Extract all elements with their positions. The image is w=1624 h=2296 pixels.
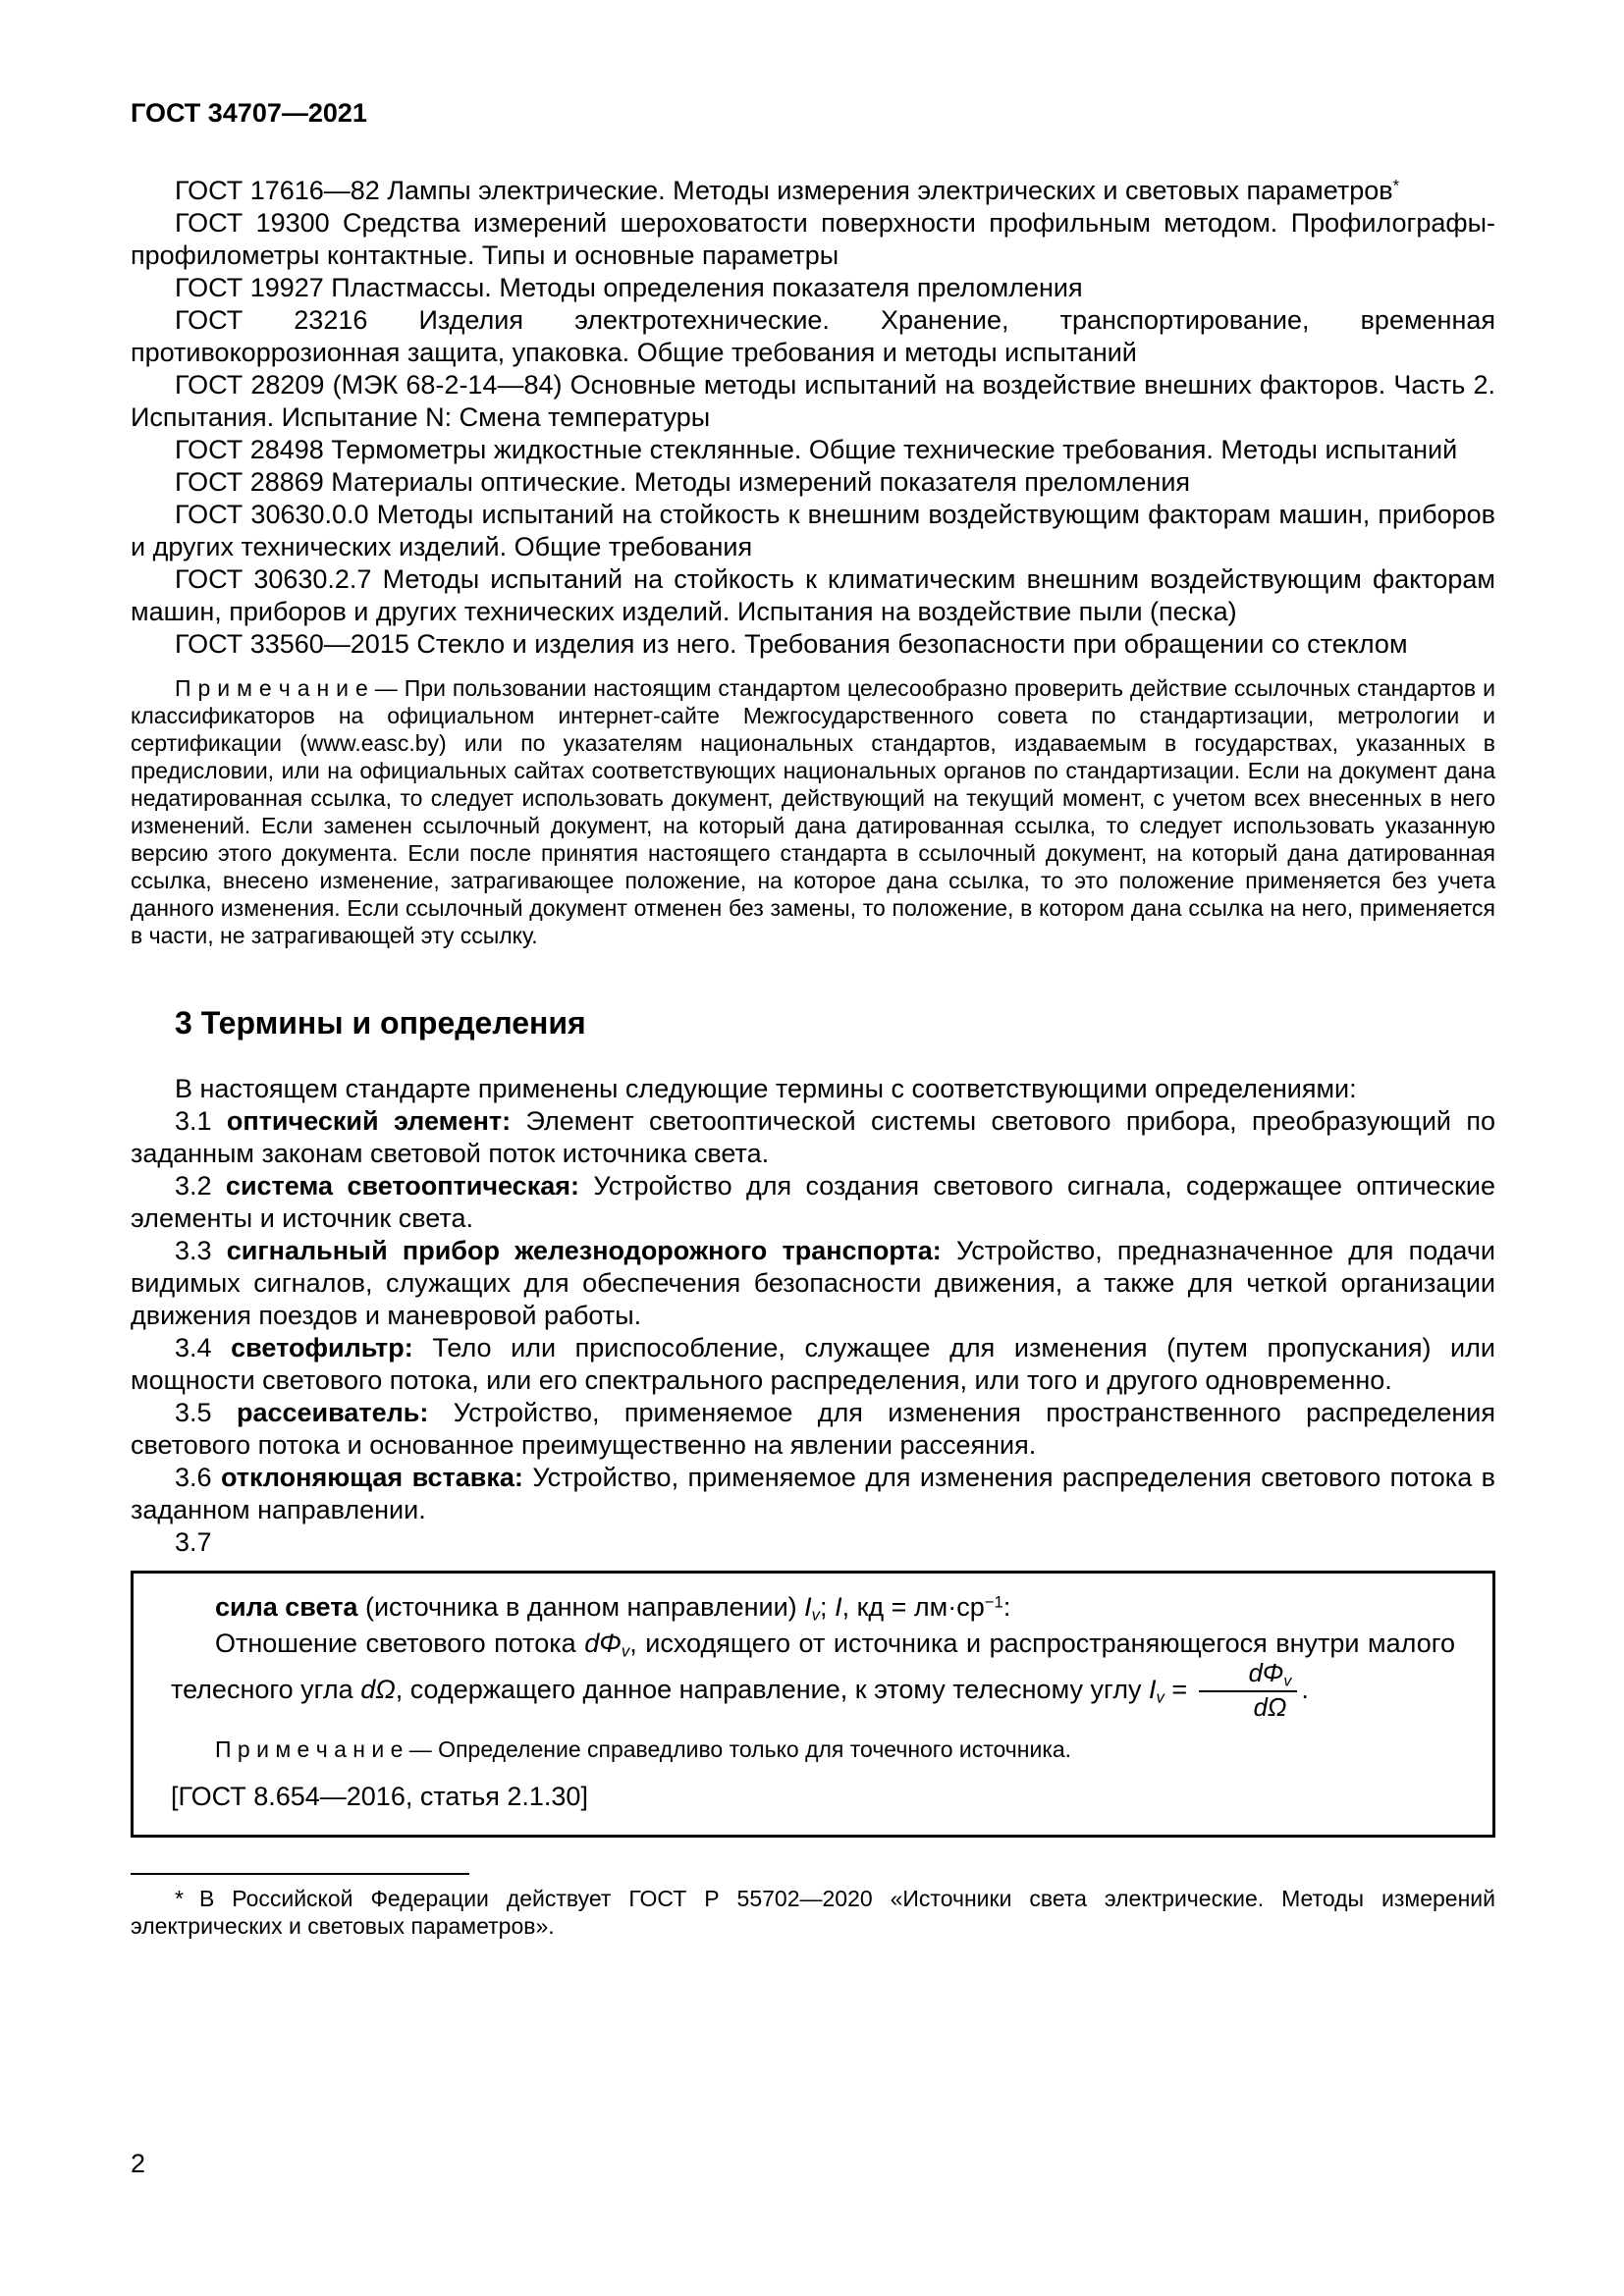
footnote-marker: * — [175, 1886, 184, 1912]
footnote-text-line — [131, 1885, 1495, 1940]
term-name: система светооптическая: — [225, 1171, 579, 1201]
references-section — [131, 175, 1495, 661]
reference-text: ГОСТ 17616—82 Лампы электрические. Методы измерения электрических и световых параметров — [175, 176, 1393, 205]
reference-text: ГОСТ 30630.2.7 Методы испытаний на стойкость к климатическим внешним воздействующим факторам машин, приборов и других технических изделий. Испытания на воздействие пыли (песка) — [131, 564, 1495, 626]
page-number: 2 — [131, 2149, 146, 2178]
term-number: 3.4 — [175, 1333, 212, 1362]
definition-body — [171, 1628, 1455, 1722]
fraction-denominator — [1199, 1692, 1298, 1722]
footnote-ref-marker: * — [1392, 176, 1400, 195]
term-number: 3.1 — [175, 1106, 212, 1136]
term-definition: Устройство, применяемое для изменения распределения светового потока в заданном направлении. — [131, 1463, 1495, 1524]
term-definition: Устройство, применяемое для изменения пространственного распределения светового потока и основанное преимущественно на явлении рассеяния. — [131, 1398, 1495, 1460]
term-item — [131, 1170, 1495, 1235]
definition-text-1: Отношение светового потока — [215, 1629, 585, 1658]
term-definition: Устройство для создания светового сигнала, содержащее оптические элементы и источник света. — [131, 1171, 1495, 1233]
footnote-text: В Российской Федерации действует ГОСТ Р 55702—2020 «Источники света электрические. Методы измерений электрических и световых параметров». — [131, 1886, 1495, 1940]
reference-item — [131, 434, 1495, 466]
term-number: 3.5 — [175, 1398, 212, 1427]
definition-source: [ГОСТ 8.654—2016, статья 2.1.30] — [171, 1782, 588, 1812]
reference-item — [131, 563, 1495, 628]
reference-item — [131, 207, 1495, 272]
definition-note: П р и м е ч а н и е — Определение справедливо только для точечного источника. — [215, 1736, 1072, 1763]
footnote-section — [131, 1873, 1495, 1940]
fraction-numerator-symbol: dΦ — [1248, 1660, 1284, 1687]
term-name: рассеиватель: — [236, 1398, 429, 1427]
symbol-sub-v: v — [811, 1605, 821, 1625]
fraction-numerator — [1199, 1660, 1298, 1692]
term-number: 3.3 — [175, 1236, 212, 1265]
term-item — [131, 1332, 1495, 1397]
clause-number-37: 3.7 — [175, 1527, 212, 1557]
reference-item — [131, 499, 1495, 563]
definition-period: . — [1301, 1674, 1309, 1704]
symbol-sub-v: v — [621, 1641, 630, 1661]
document-number: ГОСТ 34707—2021 — [131, 98, 367, 128]
term-number: 3.6 — [175, 1463, 212, 1492]
terms-intro: В настоящем стандарте применены следующие термины с соответствующими определениями: — [175, 1074, 1357, 1103]
units-exponent: −1 — [984, 1592, 1003, 1612]
term-name: сигнальный прибор железнодорожного транспорта: — [226, 1236, 942, 1265]
term-name: светофильтр: — [231, 1333, 413, 1362]
reference-text: ГОСТ 33560—2015 Стекло и изделия из него. Требования безопасности при обращении со стеклом — [175, 629, 1408, 659]
term-item — [131, 1235, 1495, 1332]
page-content — [131, 96, 1495, 1940]
definition-text-2: , исходящего от источника и распространяющегося внутри малого телесного угла — [171, 1629, 1455, 1704]
equals-sign: = — [1164, 1674, 1195, 1704]
definition-term-line — [171, 1591, 1455, 1624]
fraction-denominator-symbol: dΩ — [1253, 1694, 1287, 1723]
fraction-numerator-sub: v — [1283, 1673, 1292, 1690]
standards-note-text: П р и м е ч а н и е — При пользовании настоящим стандартом целесообразно проверить действие ссылочных стандартов и классификаторов на официальном интернет-сайте Межгосударственного совета по стандартизации, метрологии и сертификации (www.easc.by) или по указателям национальных стандартов, издаваемым в государствах, указанных в предисловии, или на официальных сайтах соответствующих национальных органов по стандартизации. Если на документ дана недатированная ссылка, то следует использовать документ, действующий на текущий момент, с учетом всех внесенных в него изменений. Если заменен ссылочный документ, на который дана датированная ссылка, то следует использовать указанную версию этого документа. Если после принятия настоящего стандарта в ссылочный документ, на который дана датированная ссылка, внесено изменение, затрагивающее положение, на которое дана ссылка, то это положение применяется без учета данного изменения. Если ссылочный документ отменен без замены, то положение, в котором дана ссылка на него, применяется в части, не затрагивающей эту ссылку. — [131, 675, 1495, 948]
symbol-domega: dΩ — [360, 1674, 396, 1704]
footnote-rule — [131, 1873, 469, 1875]
term-definition: Тело или приспособление, служащее для изменения (путем пропускания) или мощности светового потока, или его спектрального распределения, или того и другого одновременно. — [131, 1333, 1495, 1395]
symbol-separator: ; — [820, 1592, 836, 1622]
definition-box — [131, 1571, 1495, 1838]
symbol-sub-v: v — [1156, 1687, 1164, 1707]
term-item — [131, 1462, 1495, 1526]
term-definition: Устройство, предназначенное для подачи видимых сигналов, служащих для обеспечения безопасности движения, а также для четкой организации движения поездов и маневровой работы. — [131, 1236, 1495, 1330]
reference-text: ГОСТ 23216 Изделия электротехнические. Хранение, транспортирование, временная противокоррозионная защита, упаковка. Общие требования и методы испытаний — [131, 305, 1495, 367]
term-item — [131, 1397, 1495, 1462]
terms-list — [131, 1105, 1495, 1559]
definition-units: , кд = лм·ср — [841, 1592, 985, 1622]
reference-text: ГОСТ 19300 Средства измерений шероховатости поверхности профильным методом. Профилографы-профилометры контактные. Типы и основные параметры — [131, 208, 1495, 270]
symbol-dphi: dΦ — [584, 1629, 622, 1658]
section-heading: 3 Термины и определения — [175, 1005, 586, 1041]
symbol-I: I — [804, 1592, 812, 1622]
definition-text-3: , содержащего данное направление, к этому телесному углу — [395, 1674, 1149, 1704]
reference-text: ГОСТ 28869 Материалы оптические. Методы измерений показателя преломления — [175, 467, 1191, 497]
definition-colon: : — [1002, 1592, 1011, 1622]
term-name: оптический элемент: — [226, 1106, 512, 1136]
reference-item — [131, 304, 1495, 369]
definition-term-qualifier: (источника в данном направлении) — [357, 1592, 805, 1622]
definition-term: сила света — [215, 1592, 358, 1622]
reference-text: ГОСТ 30630.0.0 Методы испытаний на стойкость к внешним воздействующим факторам машин, приборов и других технических изделий. Общие требования — [131, 500, 1495, 561]
reference-item — [131, 466, 1495, 499]
symbol-I2: I — [835, 1592, 842, 1622]
term-number: 3.2 — [175, 1171, 212, 1201]
reference-item — [131, 628, 1495, 661]
reference-item — [131, 272, 1495, 304]
reference-item — [131, 369, 1495, 434]
symbol-I: I — [1148, 1674, 1157, 1704]
term-definition: Элемент светооптической системы светового прибора, преобразующий по заданным законам световой поток источника света. — [131, 1106, 1495, 1168]
reference-item — [131, 175, 1495, 207]
standards-note — [131, 674, 1495, 949]
reference-text: ГОСТ 19927 Пластмассы. Методы определения показателя преломления — [175, 273, 1083, 302]
term-item — [131, 1105, 1495, 1170]
fraction — [1199, 1660, 1298, 1722]
term-name: отклоняющая вставка: — [220, 1463, 523, 1492]
reference-text: ГОСТ 28498 Термометры жидкостные стеклянные. Общие технические требования. Методы испытаний — [175, 435, 1458, 464]
reference-text: ГОСТ 28209 (МЭК 68-2-14—84) Основные методы испытаний на воздействие внешних факторов. Часть 2. Испытания. Испытание N: Смена температуры — [131, 370, 1495, 432]
